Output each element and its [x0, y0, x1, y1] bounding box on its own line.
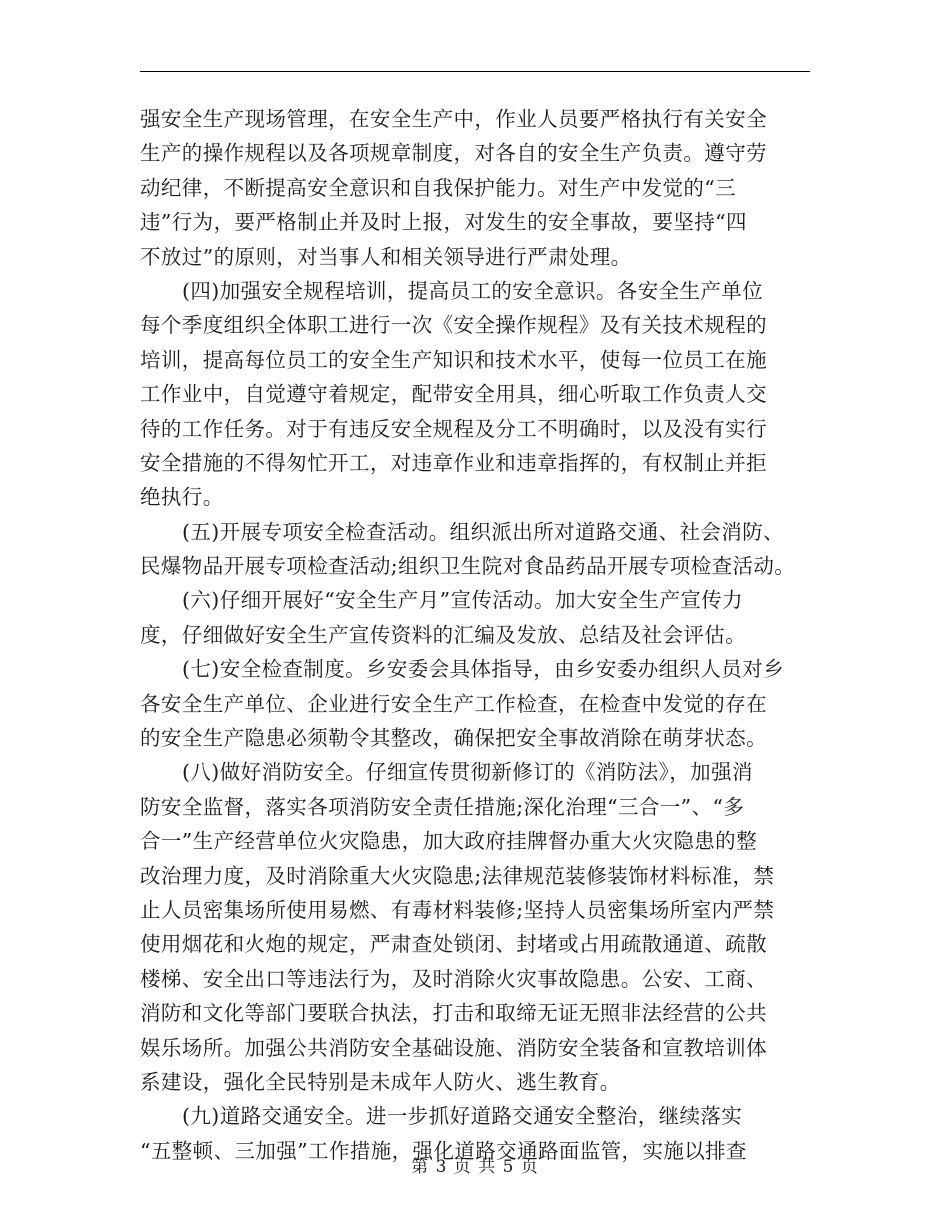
text-line: 培训，提高每位员工的安全生产知识和技术水平，使每一位员工在施 — [140, 347, 767, 372]
text-line: 系建设，强化全民特别是未成年人防火、逃生教育。 — [140, 1069, 621, 1094]
text-line: 的安全生产隐患必须勒令其整改，确保把安全事故消除在萌芽状态。 — [140, 726, 767, 751]
text-line: (六)仔细开展好“安全生产月”宣传活动。加大安全生产宣传力 — [182, 588, 744, 613]
text-line: 民爆物品开展专项检查活动;组织卫生院对食品药品开展专项检查活动。 — [140, 554, 796, 579]
text-line: 使用烟花和火炮的规定，严肃查处锁闭、封堵或占用疏散通道、疏散 — [140, 932, 767, 957]
text-line: (七)安全检查制度。乡安委会具体指导，由乡安委办组织人员对乡 — [182, 657, 784, 682]
text-line: (九)道路交通安全。进一步抓好道路交通安全整治，继续落实 — [182, 1104, 743, 1129]
text-line: 不放过”的原则，对当事人和相关领导进行严肃处理。 — [140, 244, 632, 269]
text-line: 生产的操作规程以及各项规章制度，对各自的安全生产负责。遵守劳 — [140, 141, 767, 166]
text-line: 强安全生产现场管理，在安全生产中，作业人员要严格执行有关安全 — [140, 107, 767, 131]
text-line: 绝执行。 — [140, 485, 224, 510]
text-line: 待的工作任务。对于有违反安全规程及分工不明确时，以及没有实行 — [140, 416, 767, 441]
text-line: 度，仔细做好安全生产宣传资料的汇编及发放、总结及社会评估。 — [140, 622, 747, 647]
text-line: 消防和文化等部门要联合执法，打击和取缔无证无照非法经营的公共 — [140, 1001, 767, 1026]
text-line: 工作业中，自觉遵守着规定，配带安全用具，细心听取工作负责人交 — [140, 382, 767, 407]
text-line: (五)开展专项安全检查活动。组织派出所对道路交通、社会消防、 — [182, 519, 784, 544]
text-line: 动纪律，不断提高安全意识和自我保护能力。对生产中发觉的“三 — [140, 175, 737, 200]
text-line: 改治理力度，及时消除重大火灾隐患;法律规范装修装饰材料标准，禁 — [140, 863, 775, 888]
document-body — [140, 102, 820, 1168]
text-line: 各安全生产单位、企业进行安全生产工作检查，在检查中发觉的存在 — [140, 691, 767, 716]
text-line: 娱乐场所。加强公共消防安全基础设施、消防安全装备和宣教培训体 — [140, 1035, 767, 1060]
text-line: “五整顿、三加强”工作措施，强化道路交通路面监管，实施以排查 — [140, 1138, 747, 1163]
header-rule — [140, 71, 810, 72]
text-line: 防安全监督，落实各项消防安全责任措施;深化治理“三合一”、“多 — [140, 794, 745, 819]
text-line: 违”行为，要严格制止并及时上报，对发生的安全事故，要坚持“四 — [140, 210, 747, 235]
text-line: 楼梯、安全出口等违法行为，及时消除火灾事故隐患。公安、工商、 — [140, 966, 767, 991]
text-line: (四)加强安全规程培训，提高员工的安全意识。各安全生产单位 — [182, 278, 764, 303]
page-footer: 第 3 页 共 5 页 — [411, 1157, 539, 1177]
text-line: 安全措施的不得匆忙开工，对违章作业和违章指挥的，有权制止并拒 — [140, 450, 767, 475]
text-line: 止人员密集场所使用易燃、有毒材料装修;坚持人员密集场所室内严禁 — [140, 897, 775, 922]
text-line: 每个季度组织全体职工进行一次《安全操作规程》及有关技术规程的 — [140, 313, 767, 338]
text-line: 合一”生产经营单位火灾隐患，加大政府挂牌督办重大火灾隐患的整 — [140, 829, 757, 854]
text-line: (八)做好消防安全。仔细宣传贯彻新修订的《消防法》，加强消 — [182, 760, 753, 785]
